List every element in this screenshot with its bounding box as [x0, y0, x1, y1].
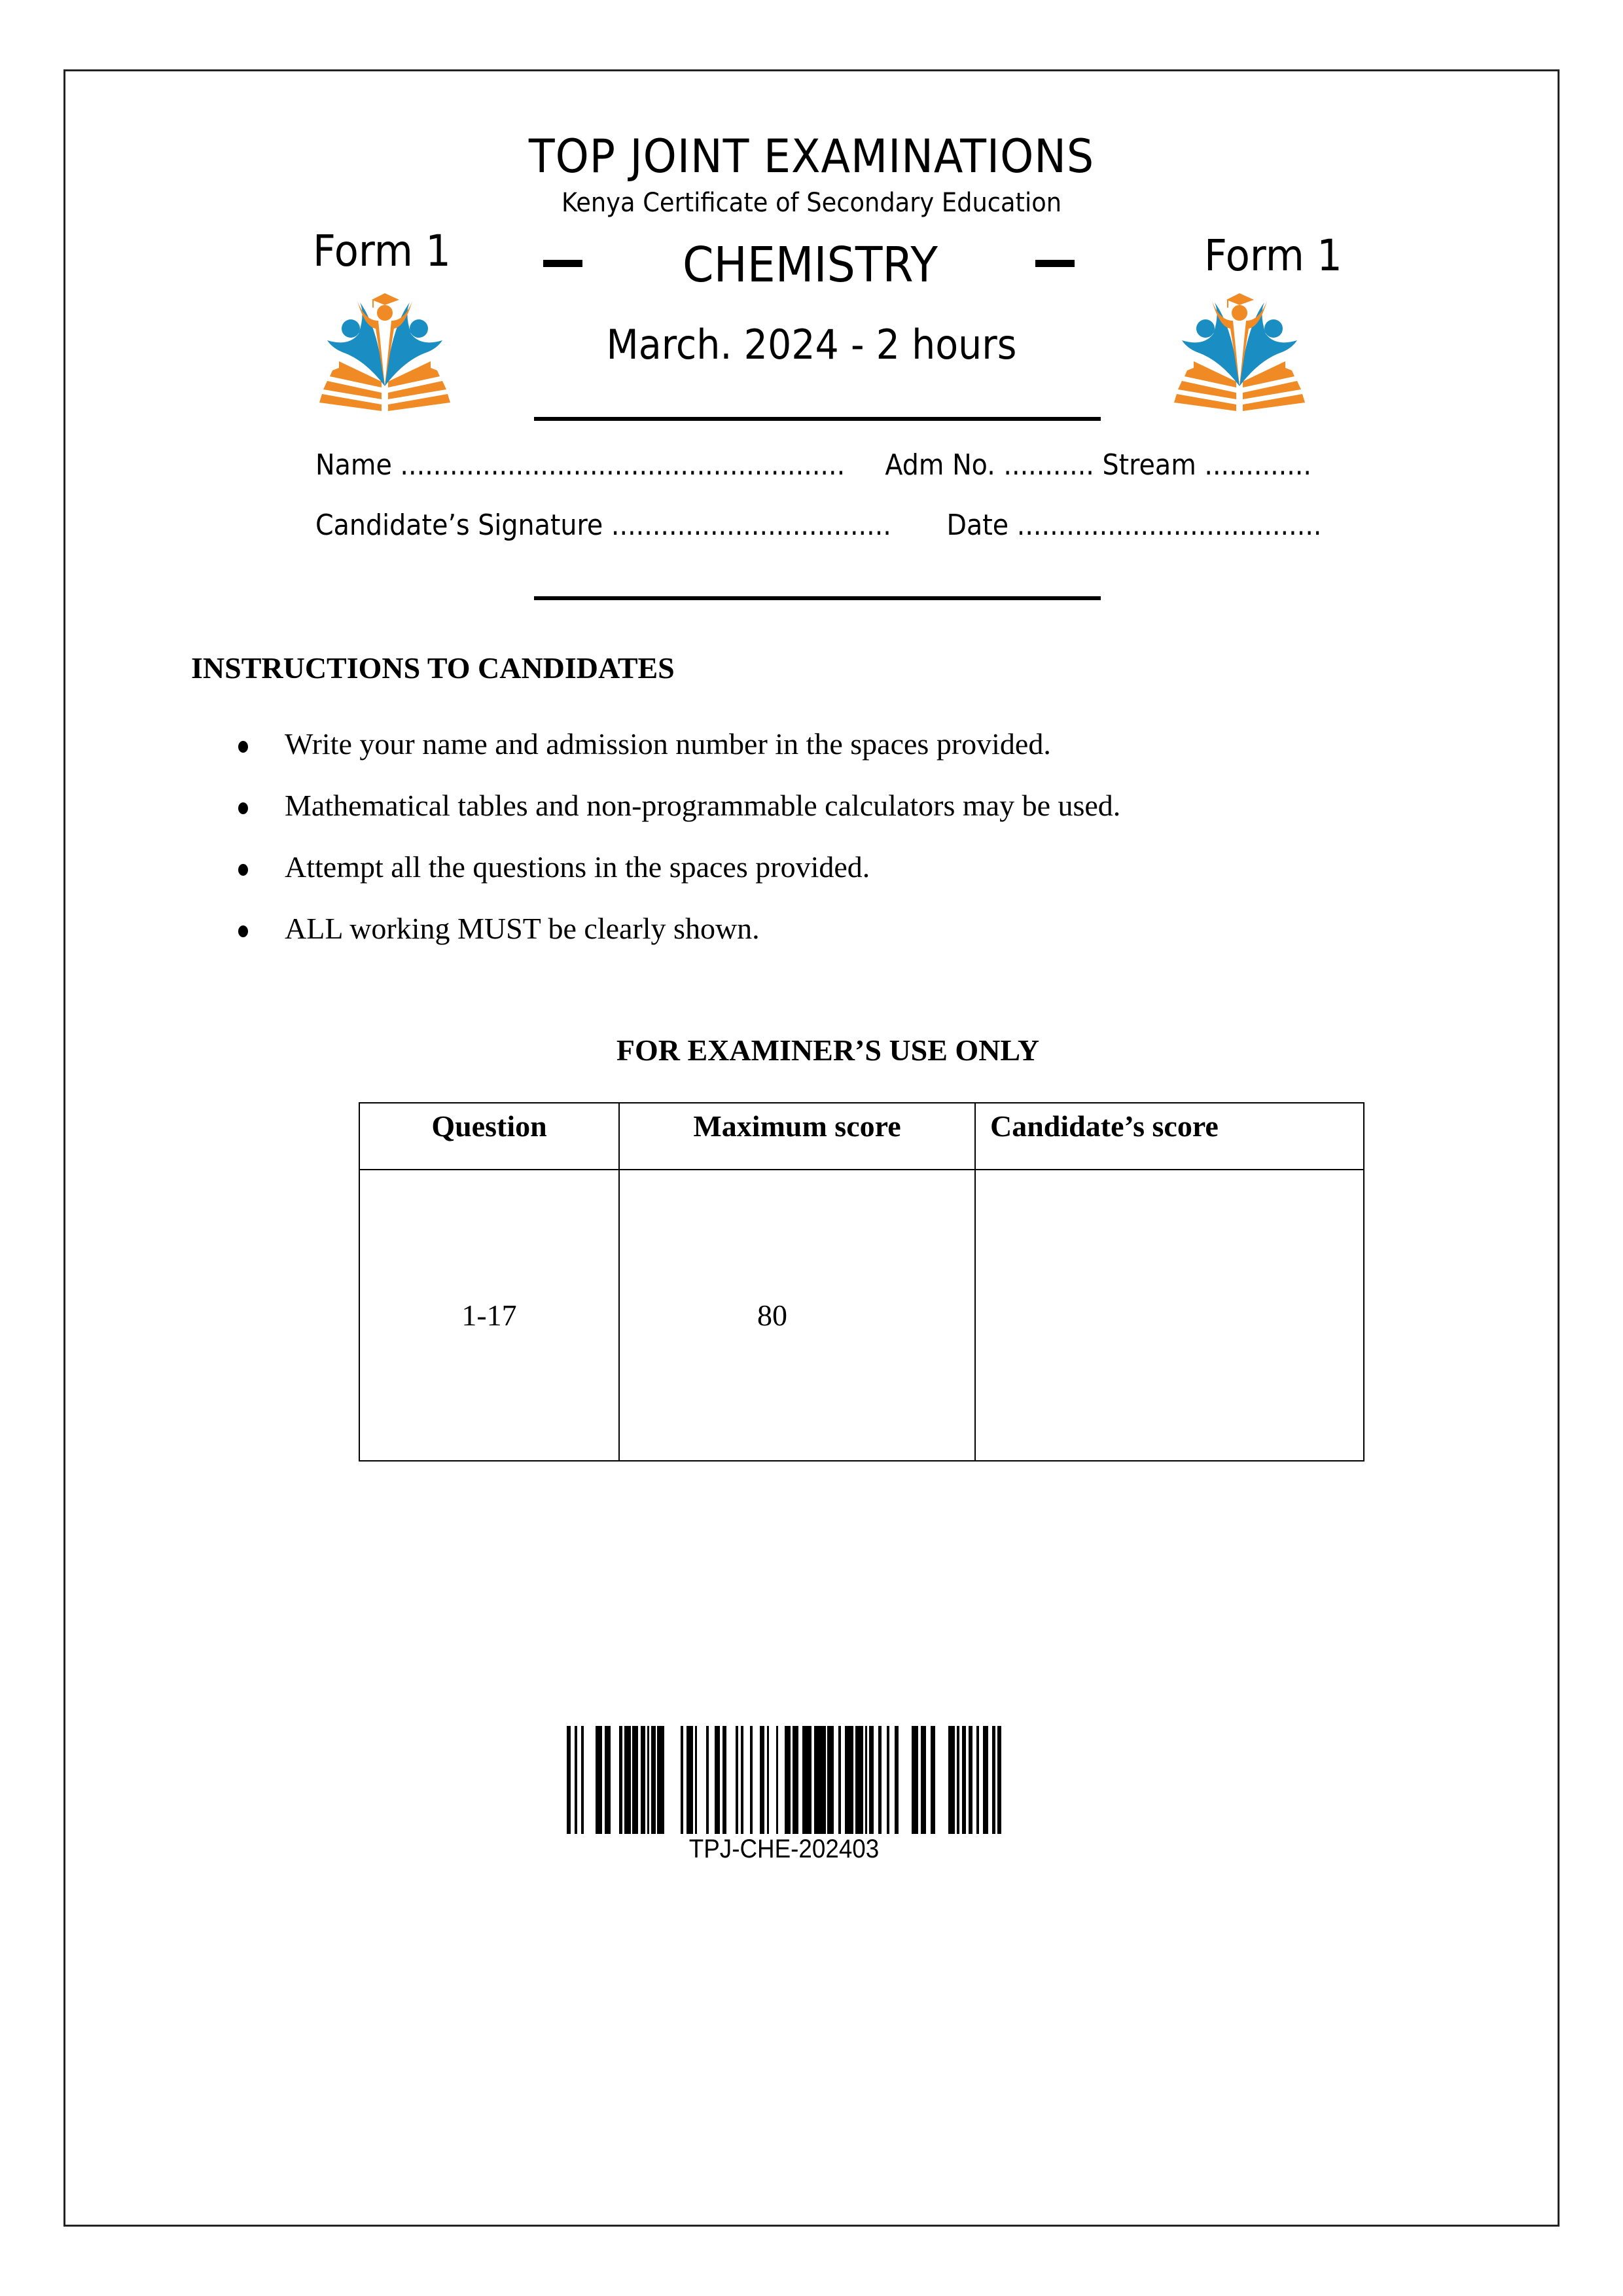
cell-question-range: 1-17 [359, 1170, 619, 1461]
candidate-info-row-1 [315, 448, 1311, 482]
examiner-heading: FOR EXAMINER’S USE ONLY [616, 1033, 1040, 1067]
instructions-heading: INSTRUCTIONS TO CANDIDATES [191, 651, 675, 685]
table-row [359, 1170, 1364, 1461]
date-label: Date [946, 509, 1009, 542]
instruction-item: Attempt all the questions in the spaces provided. [236, 850, 1120, 911]
education-logo-icon [313, 288, 457, 412]
bullet-icon [238, 864, 248, 876]
examiner-score-table [359, 1102, 1364, 1462]
bullet-icon [238, 925, 248, 937]
exam-date-duration: March. 2024 - 2 hours [606, 321, 1017, 368]
bullet-icon [238, 741, 248, 753]
signature-field[interactable]: .................................. [611, 509, 891, 542]
exam-subtitle: Kenya Certificate of Secondary Education [561, 188, 1062, 218]
name-label: Name [315, 448, 392, 482]
cell-maximum-score: 80 [619, 1170, 975, 1461]
date-field[interactable]: ..................................... [1016, 509, 1322, 542]
signature-label: Candidate’s Signature [315, 509, 603, 542]
dash-left [543, 260, 582, 267]
cell-candidate-score[interactable] [975, 1170, 1364, 1461]
candidate-info-row-2 [315, 509, 1321, 542]
adm-no-field[interactable]: ........... [1003, 448, 1094, 482]
name-field[interactable]: ...................................................... [400, 448, 846, 482]
form-label-left: Form 1 [313, 226, 451, 276]
stream-label: Stream [1102, 448, 1196, 482]
dash-right [1035, 260, 1075, 267]
bullet-icon [238, 802, 248, 814]
table-header-row [359, 1103, 1364, 1170]
column-header-maximum-score: Maximum score [619, 1103, 975, 1170]
instructions-list [236, 726, 1120, 973]
subject-title: CHEMISTRY [683, 237, 938, 293]
barcode-code: TPJ-CHE-202403 [688, 1835, 880, 1863]
exam-body-title: TOP JOINT EXAMINATIONS [528, 130, 1095, 183]
column-header-candidate-score: Candidate’s score [975, 1103, 1364, 1170]
instruction-item: ALL working MUST be clearly shown. [236, 911, 1120, 973]
instruction-item: Write your name and admission number in the spaces provided. [236, 726, 1120, 788]
education-logo-icon [1168, 288, 1311, 412]
column-header-question: Question [359, 1103, 619, 1170]
barcode-icon [567, 1726, 1001, 1834]
stream-field[interactable]: ............. [1204, 448, 1312, 482]
adm-no-label: Adm No. [885, 448, 995, 482]
instruction-item: Mathematical tables and non-programmable calculators may be used. [236, 788, 1120, 850]
header-divider-top [534, 417, 1101, 421]
header-divider-bottom [534, 596, 1101, 600]
form-label-right: Form 1 [1204, 230, 1342, 281]
